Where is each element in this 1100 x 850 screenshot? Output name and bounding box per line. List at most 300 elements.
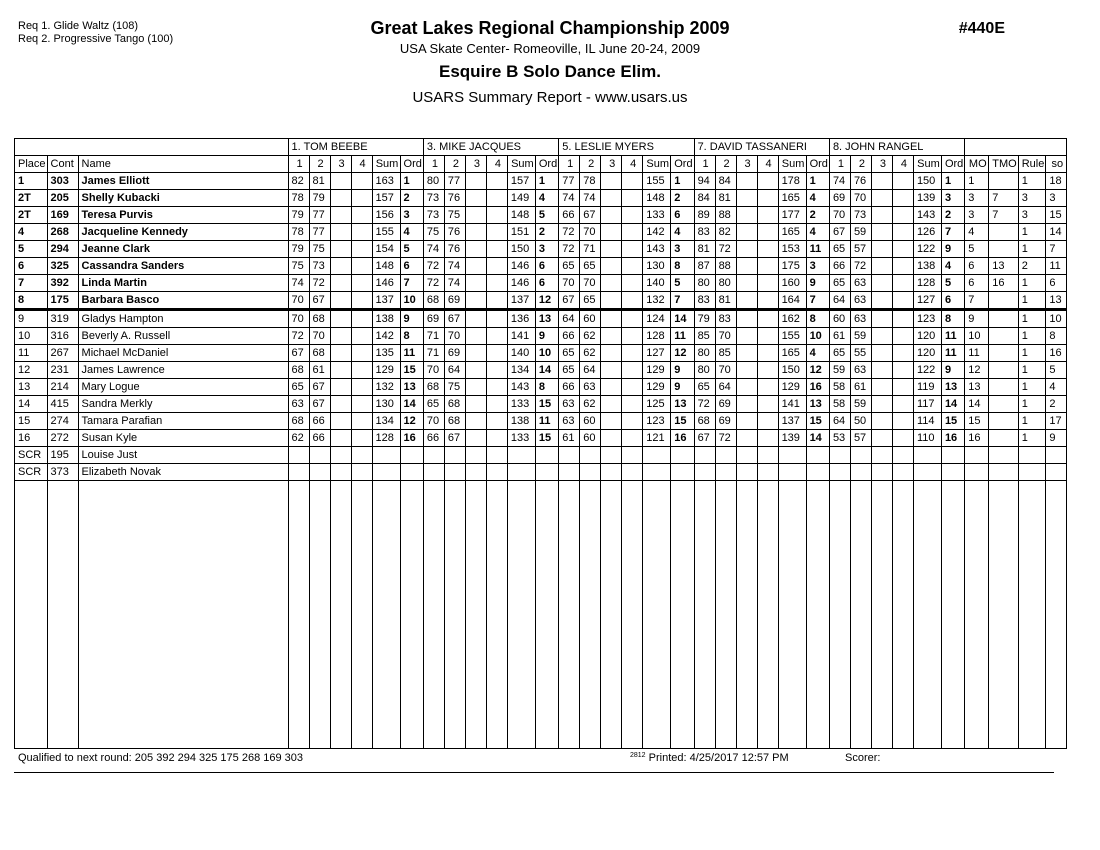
- rule-header: Rule: [1018, 156, 1046, 173]
- ord-cell: 8: [941, 310, 964, 328]
- score-cell: [465, 207, 486, 224]
- ord-cell: 1: [535, 173, 558, 190]
- score-cell: [601, 292, 622, 310]
- score-cell: 70: [288, 310, 309, 328]
- score-cell: [465, 190, 486, 207]
- score-cell: [736, 328, 757, 345]
- score-cell: [351, 258, 372, 275]
- mo-cell: 3: [965, 190, 989, 207]
- tmo-cell: [989, 362, 1018, 379]
- so-cell: 7: [1046, 241, 1067, 258]
- score-cell: 73: [309, 258, 330, 275]
- ord-cell: 14: [806, 430, 829, 447]
- sum-cell: 127: [643, 345, 671, 362]
- ord-cell: [941, 464, 964, 481]
- score-cell: [559, 447, 580, 464]
- score-cell: [622, 310, 643, 328]
- cont-cell: 169: [47, 207, 78, 224]
- sum-cell: 129: [643, 379, 671, 396]
- score-cell: [601, 275, 622, 292]
- name-cell: Teresa Purvis: [78, 207, 288, 224]
- score-cell: 65: [580, 292, 601, 310]
- ord-cell: 4: [806, 345, 829, 362]
- results-table: [14, 138, 1067, 749]
- score-cell: [580, 464, 601, 481]
- score-cell: 62: [580, 328, 601, 345]
- sum-cell: 138: [913, 258, 941, 275]
- score-cell: 75: [444, 207, 465, 224]
- empty-cell: [580, 481, 601, 749]
- sum-cell: [913, 447, 941, 464]
- empty-cell: [850, 481, 871, 749]
- event-number: #440E: [958, 20, 1005, 37]
- score-cell: [736, 207, 757, 224]
- score-cell: [330, 207, 351, 224]
- score-cell: 65: [559, 345, 580, 362]
- score-cell: 70: [559, 275, 580, 292]
- ord-cell: 13: [671, 396, 694, 413]
- sum-cell: 142: [643, 224, 671, 241]
- score-cell: 88: [715, 207, 736, 224]
- score-cell: 66: [309, 413, 330, 430]
- sum-cell: 140: [507, 345, 535, 362]
- mo-cell: 4: [965, 224, 989, 241]
- score-cell: [622, 207, 643, 224]
- score-cell: 60: [580, 413, 601, 430]
- score-cell: [330, 275, 351, 292]
- name-cell: Linda Martin: [78, 275, 288, 292]
- cont-cell: 231: [47, 362, 78, 379]
- ord-cell: 9: [671, 362, 694, 379]
- score-cell: [871, 362, 892, 379]
- sum-cell: 162: [778, 310, 806, 328]
- score-cell: 63: [850, 362, 871, 379]
- sum-cell: 143: [913, 207, 941, 224]
- score-cell: 59: [829, 362, 850, 379]
- dance-col-header: 3: [465, 156, 486, 173]
- tmo-cell: 7: [989, 190, 1018, 207]
- score-cell: 61: [850, 379, 871, 396]
- score-cell: 80: [423, 173, 444, 190]
- score-cell: [351, 310, 372, 328]
- ord-cell: 7: [400, 275, 423, 292]
- ord-cell: 4: [806, 224, 829, 241]
- score-cell: 73: [423, 207, 444, 224]
- place-cell: SCR: [15, 447, 48, 464]
- score-cell: 61: [309, 362, 330, 379]
- score-cell: 59: [850, 224, 871, 241]
- sum-cell: 139: [913, 190, 941, 207]
- empty-cell: [965, 481, 989, 749]
- empty-cell: [1046, 481, 1067, 749]
- score-cell: [601, 328, 622, 345]
- score-cell: [871, 275, 892, 292]
- score-cell: 63: [850, 310, 871, 328]
- score-cell: [757, 379, 778, 396]
- sum-cell: 138: [372, 310, 400, 328]
- score-cell: 66: [559, 207, 580, 224]
- score-cell: [486, 413, 507, 430]
- score-cell: 74: [580, 190, 601, 207]
- column-header-row: [15, 156, 1067, 173]
- score-cell: 78: [288, 224, 309, 241]
- score-cell: 68: [309, 310, 330, 328]
- score-cell: [736, 413, 757, 430]
- score-cell: [622, 241, 643, 258]
- so-cell: 6: [1046, 275, 1067, 292]
- ord-cell: 6: [671, 207, 694, 224]
- score-cell: [486, 310, 507, 328]
- sum-cell: 137: [778, 413, 806, 430]
- score-cell: 74: [559, 190, 580, 207]
- rule-cell: 1: [1018, 310, 1046, 328]
- empty-cell: [309, 481, 330, 749]
- score-cell: [892, 224, 913, 241]
- score-cell: [465, 379, 486, 396]
- score-cell: 67: [580, 207, 601, 224]
- score-cell: [694, 464, 715, 481]
- dance-col-header: 4: [622, 156, 643, 173]
- ord-cell: 6: [400, 258, 423, 275]
- score-cell: 70: [715, 362, 736, 379]
- sum-cell: 165: [778, 224, 806, 241]
- place-cell: SCR: [15, 464, 48, 481]
- sum-cell: [643, 447, 671, 464]
- score-cell: [892, 430, 913, 447]
- score-cell: 70: [423, 413, 444, 430]
- venue-line: USA Skate Center- Romeoville, IL June 20-24, 2009: [399, 41, 701, 56]
- ord-cell: 15: [535, 430, 558, 447]
- empty-cell: [622, 481, 643, 749]
- score-cell: 66: [559, 379, 580, 396]
- score-cell: 69: [829, 190, 850, 207]
- ord-cell: 7: [941, 224, 964, 241]
- score-cell: 70: [580, 224, 601, 241]
- score-cell: [465, 362, 486, 379]
- sum-cell: 146: [372, 275, 400, 292]
- mo-cell: 5: [965, 241, 989, 258]
- ord-cell: 13: [806, 396, 829, 413]
- score-cell: [351, 430, 372, 447]
- rule-cell: [1018, 464, 1046, 481]
- cont-cell: 272: [47, 430, 78, 447]
- sum-cell: 178: [778, 173, 806, 190]
- ord-cell: 12: [671, 345, 694, 362]
- score-cell: 74: [444, 258, 465, 275]
- cont-cell: 274: [47, 413, 78, 430]
- score-cell: [486, 430, 507, 447]
- so-cell: 13: [1046, 292, 1067, 310]
- score-cell: 67: [444, 430, 465, 447]
- sum-cell: 175: [778, 258, 806, 275]
- score-cell: 94: [694, 173, 715, 190]
- so-cell: 16: [1046, 345, 1067, 362]
- score-cell: [871, 396, 892, 413]
- sum-cell: 134: [372, 413, 400, 430]
- score-cell: 72: [715, 241, 736, 258]
- score-cell: [715, 447, 736, 464]
- sum-cell: 137: [507, 292, 535, 310]
- score-cell: [309, 447, 330, 464]
- score-cell: 69: [715, 396, 736, 413]
- score-cell: 64: [444, 362, 465, 379]
- score-cell: [601, 207, 622, 224]
- score-cell: 79: [288, 207, 309, 224]
- score-cell: 57: [850, 430, 871, 447]
- score-cell: [622, 275, 643, 292]
- sum-cell: 119: [913, 379, 941, 396]
- sum-cell: 133: [507, 430, 535, 447]
- score-cell: 74: [829, 173, 850, 190]
- score-cell: [465, 241, 486, 258]
- mo-cell: [965, 464, 989, 481]
- name-cell: Mary Logue: [78, 379, 288, 396]
- sum-cell: 155: [643, 173, 671, 190]
- score-cell: 76: [444, 241, 465, 258]
- sum-cell: 128: [913, 275, 941, 292]
- table-row: [15, 396, 1067, 413]
- so-cell: 8: [1046, 328, 1067, 345]
- name-cell: Beverly A. Russell: [78, 328, 288, 345]
- mo-header: MO: [965, 156, 989, 173]
- sum-cell: 129: [643, 362, 671, 379]
- score-cell: [465, 173, 486, 190]
- empty-cell: [694, 481, 715, 749]
- score-cell: 68: [309, 345, 330, 362]
- sum-cell: [778, 447, 806, 464]
- report-header: [0, 18, 1100, 106]
- score-cell: 77: [444, 173, 465, 190]
- ord-cell: 2: [400, 190, 423, 207]
- sum-cell: 157: [372, 190, 400, 207]
- table-row: [15, 379, 1067, 396]
- score-cell: [351, 328, 372, 345]
- score-cell: [736, 258, 757, 275]
- name-cell: Barbara Basco: [78, 292, 288, 310]
- ord-cell: 6: [535, 275, 558, 292]
- sum-cell: 125: [643, 396, 671, 413]
- sum-cell: 156: [372, 207, 400, 224]
- sum-cell: 130: [372, 396, 400, 413]
- score-cell: [892, 292, 913, 310]
- score-cell: [351, 224, 372, 241]
- score-cell: [465, 430, 486, 447]
- score-cell: [892, 275, 913, 292]
- score-cell: 88: [715, 258, 736, 275]
- score-cell: 72: [288, 328, 309, 345]
- score-cell: 72: [423, 275, 444, 292]
- ord-cell: [400, 464, 423, 481]
- score-cell: [486, 173, 507, 190]
- score-cell: [601, 413, 622, 430]
- score-cell: [871, 345, 892, 362]
- score-cell: 63: [580, 379, 601, 396]
- score-cell: 65: [559, 258, 580, 275]
- rule-cell: 1: [1018, 345, 1046, 362]
- empty-cell: [423, 481, 444, 749]
- score-cell: [330, 345, 351, 362]
- place-cell: 8: [15, 292, 48, 310]
- score-cell: [351, 345, 372, 362]
- score-cell: 69: [715, 413, 736, 430]
- tmo-cell: [989, 224, 1018, 241]
- score-cell: 70: [580, 275, 601, 292]
- so-cell: 4: [1046, 379, 1067, 396]
- ord-cell: 8: [671, 258, 694, 275]
- score-cell: [694, 447, 715, 464]
- judge-header: 3. MIKE JACQUES: [423, 139, 558, 156]
- score-cell: [465, 447, 486, 464]
- score-cell: 67: [694, 430, 715, 447]
- score-cell: 67: [444, 310, 465, 328]
- ord-cell: 14: [400, 396, 423, 413]
- score-cell: 75: [444, 379, 465, 396]
- score-cell: 82: [715, 224, 736, 241]
- so-cell: 9: [1046, 430, 1067, 447]
- sum-cell: 133: [507, 396, 535, 413]
- score-cell: 55: [850, 345, 871, 362]
- score-cell: [871, 224, 892, 241]
- score-cell: [736, 224, 757, 241]
- empty-cell: [778, 481, 806, 749]
- score-cell: [871, 464, 892, 481]
- ord-cell: 4: [400, 224, 423, 241]
- score-cell: 68: [423, 379, 444, 396]
- score-cell: [757, 310, 778, 328]
- ord-cell: [806, 464, 829, 481]
- score-cell: 83: [715, 310, 736, 328]
- sum-cell: 123: [643, 413, 671, 430]
- table-row: [15, 464, 1067, 481]
- cont-cell: 319: [47, 310, 78, 328]
- score-cell: 67: [309, 396, 330, 413]
- empty-rows-area: [15, 481, 1067, 749]
- empty-cell: [47, 481, 78, 749]
- score-cell: 74: [288, 275, 309, 292]
- score-cell: [330, 310, 351, 328]
- score-cell: 84: [694, 190, 715, 207]
- sum-cell: 133: [643, 207, 671, 224]
- score-cell: 80: [715, 275, 736, 292]
- cont-cell: 373: [47, 464, 78, 481]
- ord-header: Ord: [400, 156, 423, 173]
- score-cell: [736, 173, 757, 190]
- score-cell: [757, 258, 778, 275]
- score-cell: [757, 328, 778, 345]
- score-cell: [330, 447, 351, 464]
- sum-cell: 141: [507, 328, 535, 345]
- sum-cell: 129: [778, 379, 806, 396]
- score-cell: 77: [309, 224, 330, 241]
- score-cell: [601, 362, 622, 379]
- ord-header: Ord: [671, 156, 694, 173]
- sum-cell: [913, 464, 941, 481]
- mo-cell: 16: [965, 430, 989, 447]
- score-cell: 74: [444, 275, 465, 292]
- score-cell: [871, 430, 892, 447]
- so-cell: 11: [1046, 258, 1067, 275]
- sum-cell: 120: [913, 345, 941, 362]
- score-cell: [486, 190, 507, 207]
- place-cell: 2T: [15, 190, 48, 207]
- score-cell: [601, 190, 622, 207]
- sum-cell: 165: [778, 190, 806, 207]
- score-cell: [829, 464, 850, 481]
- score-cell: [465, 310, 486, 328]
- name-cell: Jeanne Clark: [78, 241, 288, 258]
- score-cell: 80: [694, 275, 715, 292]
- req-2: Req 2. Progressive Tango (100): [18, 33, 174, 45]
- score-cell: [622, 430, 643, 447]
- score-cell: [351, 396, 372, 413]
- score-cell: 61: [829, 328, 850, 345]
- printed-line: [630, 752, 789, 764]
- cont-cell: 303: [47, 173, 78, 190]
- dance-col-header: 4: [757, 156, 778, 173]
- form-code: 2812: [630, 752, 646, 759]
- rule-cell: 1: [1018, 430, 1046, 447]
- empty-cell: [15, 481, 48, 749]
- score-cell: 70: [423, 362, 444, 379]
- ord-cell: 14: [941, 396, 964, 413]
- score-cell: [601, 224, 622, 241]
- table-row: [15, 328, 1067, 345]
- table-row: [15, 258, 1067, 275]
- sum-cell: [507, 464, 535, 481]
- sum-cell: 150: [913, 173, 941, 190]
- score-cell: 60: [580, 430, 601, 447]
- score-cell: 58: [829, 379, 850, 396]
- ord-cell: 9: [671, 379, 694, 396]
- sum-cell: 122: [913, 241, 941, 258]
- score-cell: [892, 207, 913, 224]
- score-cell: [892, 258, 913, 275]
- score-cell: [486, 292, 507, 310]
- ord-cell: 10: [806, 328, 829, 345]
- ord-cell: 5: [400, 241, 423, 258]
- sum-cell: 151: [507, 224, 535, 241]
- sum-cell: [778, 464, 806, 481]
- corner-spacer: [965, 139, 1067, 156]
- score-cell: [486, 258, 507, 275]
- name-cell: Cassandra Sanders: [78, 258, 288, 275]
- sum-header: Sum: [643, 156, 671, 173]
- tmo-cell: 7: [989, 207, 1018, 224]
- score-cell: [330, 379, 351, 396]
- score-cell: 84: [715, 173, 736, 190]
- dance-col-header: 2: [850, 156, 871, 173]
- score-cell: [330, 396, 351, 413]
- ord-cell: 5: [671, 275, 694, 292]
- so-cell: [1046, 464, 1067, 481]
- judge-header: 5. LESLIE MYERS: [559, 139, 694, 156]
- score-cell: [330, 430, 351, 447]
- score-cell: [850, 464, 871, 481]
- cont-cell: 214: [47, 379, 78, 396]
- qualified-line: Qualified to next round: 205 392 294 325 175 268 169 303: [18, 752, 304, 764]
- sum-cell: 157: [507, 173, 535, 190]
- score-cell: 69: [423, 310, 444, 328]
- cont-cell: 205: [47, 190, 78, 207]
- sum-cell: 135: [372, 345, 400, 362]
- empty-cell: [871, 481, 892, 749]
- place-cell: 11: [15, 345, 48, 362]
- ord-cell: 16: [400, 430, 423, 447]
- dance-col-header: 1: [694, 156, 715, 173]
- score-cell: 70: [850, 190, 871, 207]
- place-cell: 9: [15, 310, 48, 328]
- score-cell: 64: [559, 310, 580, 328]
